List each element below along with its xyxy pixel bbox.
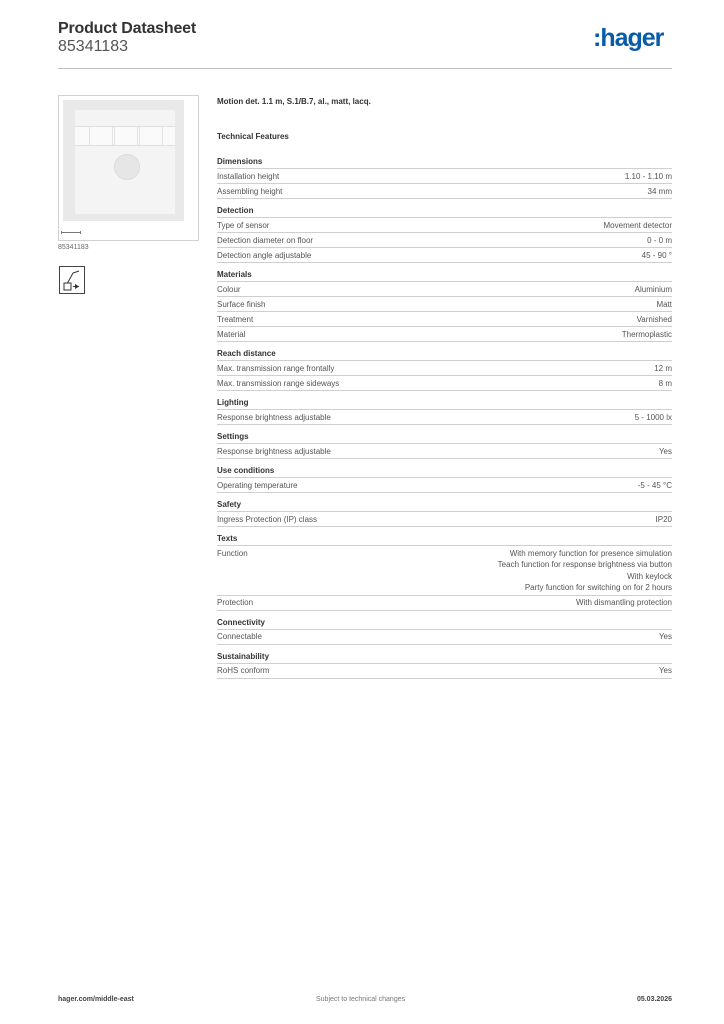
spec-key: Surface finish — [217, 299, 266, 309]
product-image — [63, 100, 184, 221]
section-title: Sustainability — [217, 651, 672, 664]
detector-sensor-lens — [114, 154, 140, 180]
section-title: Texts — [217, 533, 672, 546]
spec-value-line: IP20 — [655, 514, 672, 524]
spec-row — [217, 233, 672, 248]
spec-value-line: 45 - 90 ° — [641, 250, 672, 260]
detector-lens-band — [75, 126, 175, 146]
spec-key: Function — [217, 548, 248, 558]
spec-section — [217, 651, 672, 679]
spec-value-line: Movement detector — [603, 220, 672, 230]
spec-key: Response brightness adjustable — [217, 412, 331, 422]
spec-value — [638, 480, 672, 492]
footer-note: Subject to technical changes — [316, 996, 406, 1003]
spec-key: RoHS conform — [217, 666, 270, 675]
detector-plate — [75, 110, 175, 214]
spec-value — [498, 548, 672, 594]
spec-value-line: Yes — [658, 666, 672, 675]
section-title: Lighting — [217, 397, 672, 410]
spec-value-line: Matt — [656, 299, 672, 309]
spec-value — [622, 329, 672, 341]
spec-value-line: 5 - 1000 lx — [634, 412, 672, 422]
spec-row — [217, 312, 672, 327]
spec-value-line: With memory function for presence simulation — [509, 548, 672, 558]
spec-value-line: 34 mm — [647, 186, 672, 196]
footer-date: 05.03.2026 — [636, 996, 672, 1003]
spec-section — [217, 617, 672, 645]
spec-row — [217, 546, 672, 596]
spec-section — [217, 205, 672, 263]
spec-row — [217, 376, 672, 391]
spec-sections — [217, 156, 672, 679]
spec-value — [635, 412, 672, 424]
spec-value-line: Thermoplastic — [621, 329, 672, 339]
spec-key: Colour — [217, 284, 241, 294]
spec-value — [647, 235, 672, 247]
product-name: Motion det. 1.1 m, S.1/B.7, al., matt, lacq. — [217, 97, 371, 106]
section-title: Reach distance — [217, 348, 672, 361]
spec-section — [217, 397, 672, 425]
spec-row — [217, 512, 672, 527]
spec-row — [217, 630, 672, 645]
spec-section — [217, 156, 672, 199]
spec-row — [217, 248, 672, 263]
spec-key: Type of sensor — [217, 220, 270, 230]
spec-row — [217, 361, 672, 376]
spec-key: Detection angle adjustable — [217, 250, 312, 260]
spec-value-line: 8 m — [658, 378, 672, 388]
detector-symbol-icon — [59, 266, 85, 294]
lens-segment — [139, 127, 163, 145]
spec-section — [217, 465, 672, 493]
section-title: Settings — [217, 431, 672, 444]
spec-key: Response brightness adjustable — [217, 446, 331, 456]
spec-value — [625, 171, 672, 183]
lens-segment — [89, 127, 113, 145]
spec-row — [217, 297, 672, 312]
product-image-frame — [58, 95, 199, 241]
spec-key: Operating temperature — [217, 480, 298, 490]
spec-row — [217, 478, 672, 493]
spec-section — [217, 431, 672, 459]
spec-value — [637, 314, 672, 326]
image-caption: 85341183 — [58, 244, 89, 251]
spec-key: Connectable — [217, 632, 262, 641]
spec-row — [217, 410, 672, 425]
spec-value-line: Yes — [658, 632, 672, 641]
spec-value-line: With dismantling protection — [575, 598, 672, 607]
spec-row — [217, 596, 672, 611]
spec-key: Max. transmission range sideways — [217, 378, 340, 388]
footer — [58, 996, 672, 1008]
spec-value-line: Party function for switching on for 2 hours — [524, 583, 672, 592]
spec-value-line: Yes — [658, 446, 672, 456]
section-title: Safety — [217, 499, 672, 512]
footer-website[interactable]: hager.com/middle-east — [58, 996, 134, 1003]
spec-value — [604, 220, 672, 232]
spec-row — [217, 444, 672, 459]
product-code: 85341183 — [58, 38, 128, 55]
spec-value — [642, 250, 672, 262]
spec-row — [217, 282, 672, 297]
spec-value — [648, 186, 672, 198]
technical-content — [217, 96, 672, 685]
spec-key: Max. transmission range frontally — [217, 363, 335, 373]
spec-value — [659, 378, 672, 390]
spec-section — [217, 348, 672, 391]
spec-value — [576, 597, 672, 609]
spec-value-line: With keylock — [627, 571, 672, 581]
spec-row — [217, 664, 672, 679]
spec-section — [217, 533, 672, 611]
spec-key: Treatment — [217, 314, 254, 324]
spec-value-line: Teach function for response brightness via button — [497, 560, 672, 569]
spec-value-line: 1.10 - 1.10 m — [624, 171, 672, 181]
spec-value-line: 12 m — [654, 363, 672, 373]
spec-value-line: Varnished — [636, 314, 672, 324]
spec-value — [656, 514, 672, 526]
spec-key: Ingress Protection (IP) class — [217, 514, 318, 524]
spec-row — [217, 218, 672, 233]
spec-value — [659, 665, 672, 677]
spec-value — [656, 299, 672, 311]
section-title: Dimensions — [217, 156, 672, 169]
spec-value — [659, 446, 672, 458]
section-title: Materials — [217, 269, 672, 282]
spec-value — [654, 363, 672, 375]
lens-segment — [114, 127, 138, 145]
spec-key: Installation height — [217, 171, 280, 181]
spec-row — [217, 169, 672, 184]
section-title: Use conditions — [217, 465, 672, 478]
spec-value-line: -5 - 45 °C — [637, 480, 672, 490]
hager-logo: :hager — [593, 24, 664, 52]
spec-value — [659, 631, 672, 643]
spec-value-line: 0 - 0 m — [647, 235, 672, 245]
scale-bar-icon — [61, 231, 81, 234]
spec-key: Assembling height — [217, 186, 283, 196]
spec-value — [635, 284, 672, 296]
section-title: Connectivity — [217, 617, 672, 630]
spec-value-line: Aluminium — [634, 284, 672, 294]
spec-key: Protection — [217, 598, 254, 607]
header-divider — [58, 68, 672, 69]
spec-key: Detection diameter on floor — [217, 235, 314, 245]
spec-key: Material — [217, 329, 246, 339]
page-title: Product Datasheet — [58, 20, 196, 37]
spec-section — [217, 269, 672, 342]
spec-section — [217, 499, 672, 527]
technical-features-heading: Technical Features — [217, 132, 289, 141]
section-title: Detection — [217, 205, 672, 218]
spec-row — [217, 327, 672, 342]
spec-row — [217, 184, 672, 199]
